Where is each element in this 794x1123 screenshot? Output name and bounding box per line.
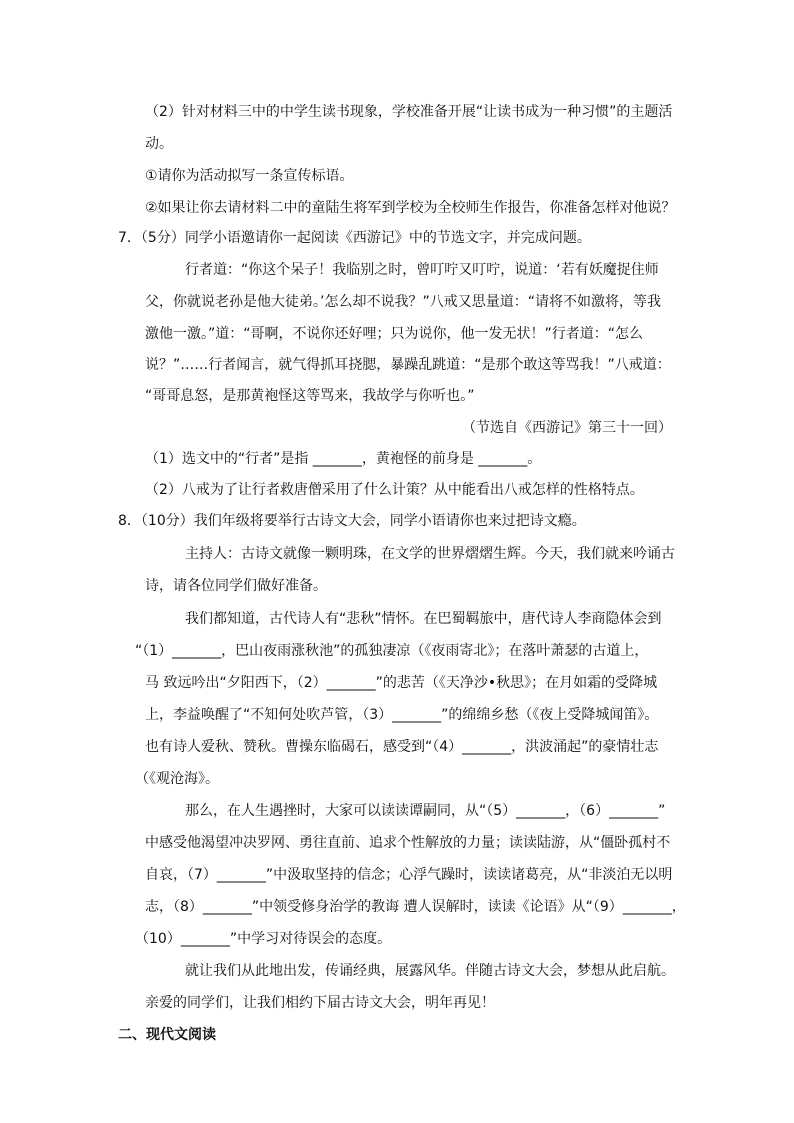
q8-para3-line: （10）_______”中学习对待误会的态度。 <box>135 931 392 947</box>
q7-header: 7．（5分）同学小语邀请你一起阅读《西游记》中的节选文字，并完成问题。 <box>118 230 591 246</box>
q8-para3-line: 那么，在人生遇挫时，大家可以读读谭嗣同，从“（5）_______，（6）_______” <box>185 803 666 819</box>
q8-para2-line: （《观沧海》。 <box>135 771 219 787</box>
section-heading: 二、现代文阅读 <box>118 1027 216 1043</box>
q8-para3-line: 志，（8）_______”中领受修身治学的教诲 遭人误解时，读读《论语》从“（9）_______， <box>145 899 686 915</box>
q7-passage-line: 说？”……行者闻言，就气得抓耳挠腮，暴躁乱跳道：“是那个敢这等骂我！”八戒道： <box>145 357 671 373</box>
q8-para4-line: 就让我们从此地出发，传诵经典，展露风华。伴随古诗文大会，梦想从此启航。 <box>185 963 675 979</box>
q6-part2-sub2: ②如果让你去请材料二中的童陆生将军到学校为全校师生作报告，你准备怎样对他说？ <box>145 200 676 216</box>
q8-para3-line: 中感受他渴望冲决罗网、勇往直前、追求个性解放的力量；读读陆游，从“僵卧孤村不 <box>145 835 671 851</box>
q8-para1-line: 诗，请各位同学们做好准备。 <box>145 578 327 594</box>
q7-passage-line: 激他一激。”道：“哥啊，不说你还好哩；只为说你，他一发无状！”行者道：“怎么 <box>145 326 644 342</box>
q6-part2-line2: 动。 <box>145 136 173 152</box>
q6-part2-sub1: ①请你为活动拟写一条宣传标语。 <box>145 168 354 184</box>
q8-para2-line: 我们都知道，古代诗人有“悲秋”情怀。在巴蜀羁旅中，唐代诗人李商隐体会到 <box>185 611 662 627</box>
q8-para2-line: 也有诗人爱秋、赞秋。曹操东临碣石，感受到“（4）_______，洪波涌起”的豪情壮志 <box>145 739 659 755</box>
q6-part2-line1: （2）针对材料三中的中学生读书现象，学校准备开展“让读书成为一种习惯”的主题活 <box>145 104 673 120</box>
q8-header: 8．（10分）我们年级将要举行古诗文大会，同学小语请你也来过把诗文瘾。 <box>118 513 586 529</box>
q8-para2-line: 马 致远吟出“夕阳西下，（2）_______”的悲苦（《天净沙•秋思》；在月如霜的受降城 <box>145 675 658 691</box>
q7-passage-line: 父，你就说老孙是他大徒弟。’怎么却不说我？”八戒又思量道：“请将不如激将，等我 <box>145 294 661 310</box>
q7-passage-line: 行者道：“你这个呆子！我临别之时，曾叮咛又叮咛，说道：‘若有妖魔捉住师 <box>185 262 659 278</box>
q8-para4-line: 亲爱的同学们，让我们相约下届古诗文大会，明年再见！ <box>145 995 495 1011</box>
q7-sub1: （1）选文中的“行者”是指 _______，黄袍怪的前身是 _______。 <box>145 451 542 467</box>
q8-para3-line: 自哀，（7）_______”中汲取坚持的信念；心浮气躁时，读读诸葛亮，从“非淡泊无以明 <box>145 867 673 883</box>
q7-sub2: （2）八戒为了让行者救唐僧采用了什么计策？从中能看出八戒怎样的性格特点。 <box>145 482 644 498</box>
q8-para1-line: 主持人：古诗文就像一颗明珠，在文学的世界熠熠生辉。今天，我们就来吟诵古 <box>185 546 675 562</box>
q8-para2-line: “（1）_______，巴山夜雨涨秋池”的孤独凄凉（《夜雨寄北》；在落叶萧瑟的古道上， <box>135 643 649 659</box>
q7-passage-line: “哥哥息怒，是那黄袍怪这等骂来，我故学与你听也。” <box>145 388 475 404</box>
q7-source: （节选自《西游记》第三十一回） <box>462 420 672 436</box>
q8-para2-line: 上，李益唤醒了“不知何处吹芦管，（3）_______”的绵绵乡愁（《夜上受降城闻笛》。 <box>145 707 659 723</box>
